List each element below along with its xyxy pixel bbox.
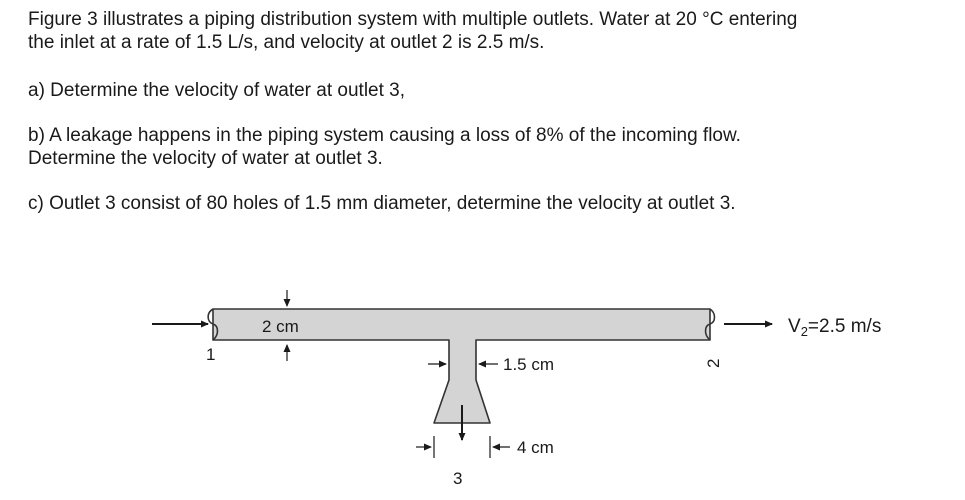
part-b-line-1: b) A leakage happens in the piping system causing a loss of 8% of the incoming flow. <box>28 125 741 146</box>
velocity-value: =2.5 m/s <box>807 316 882 337</box>
part-b-line-2: Determine the velocity of water at outlet 3. <box>28 148 383 169</box>
inlet-label: 1 <box>206 345 216 364</box>
nozzle-width-label: 4 cm <box>517 438 554 457</box>
part-a: a) Determine the velocity of water at outlet 3, <box>28 80 406 101</box>
intro-line-1: Figure 3 illustrates a piping distribution system with multiple outlets. Water at 20 °C entering <box>28 9 798 30</box>
outlet2-label: 2 <box>704 358 723 368</box>
intro-line-2: the inlet at a rate of 1.5 L/s, and velocity at outlet 2 is 2.5 m/s. <box>28 32 545 53</box>
pipe-diameter-label: 2 cm <box>262 317 299 336</box>
velocity-symbol: V <box>788 316 801 337</box>
outlet3-label: 3 <box>453 469 463 488</box>
velocity-subscript: 2 <box>800 324 808 339</box>
branch-width-label: 1.5 cm <box>503 355 555 374</box>
part-c: c) Outlet 3 consist of 80 holes of 1.5 mm diameter, determine the velocity at outlet 3. <box>28 193 736 214</box>
velocity-label <box>788 316 881 339</box>
